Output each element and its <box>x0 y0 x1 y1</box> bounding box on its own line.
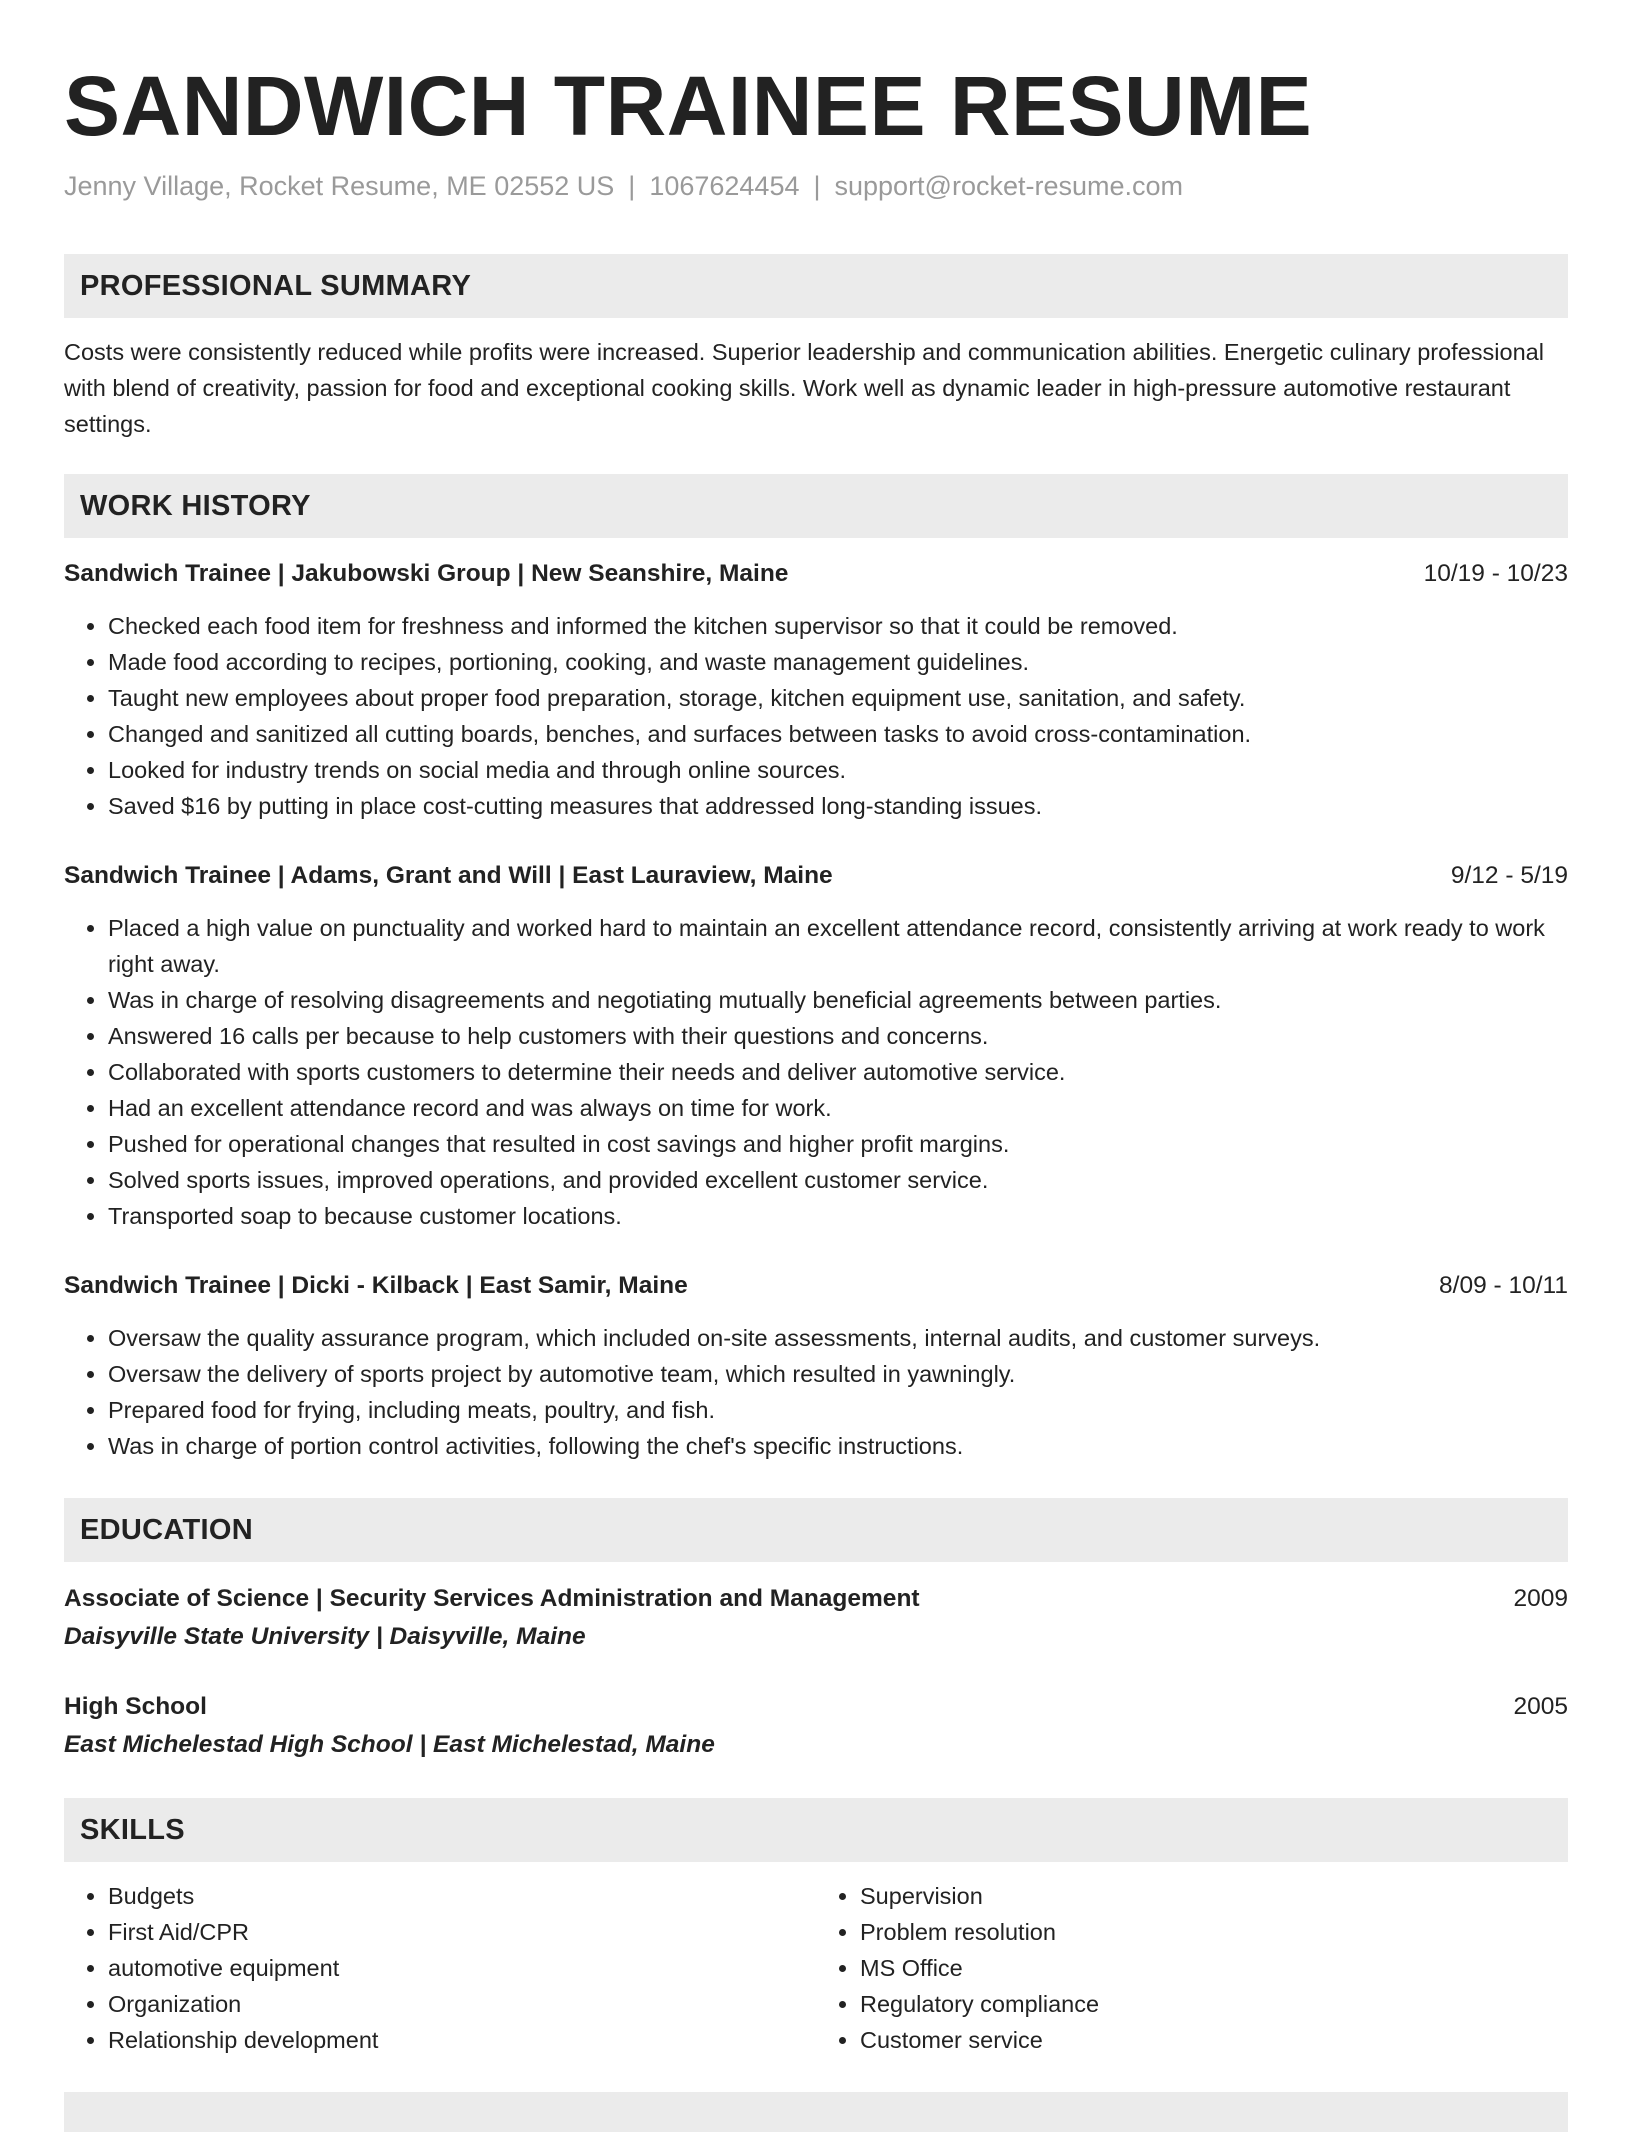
education-degree: High School <box>64 1693 207 1720</box>
job-bullet: • Transported soap to because customer locations. <box>108 1198 1568 1234</box>
job-bullet: • Solved sports issues, improved operations, and provided excellent customer service. <box>108 1162 1568 1198</box>
education-year: 2005 <box>1513 1693 1568 1720</box>
skill-item: • Regulatory compliance <box>860 1986 1568 2022</box>
job-bullet: • Answered 16 calls per because to help customers with their questions and concerns. <box>108 1018 1568 1054</box>
job-bullet: • Was in charge of resolving disagreements and negotiating mutually beneficial agreements between parties. <box>108 982 1568 1018</box>
skill-item: • First Aid/CPR <box>108 1914 816 1950</box>
job-title: Sandwich Trainee | Jakubowski Group | New Seanshire, Maine <box>64 560 789 587</box>
job-header <box>64 1268 1568 1304</box>
contact-separator: | <box>813 171 821 201</box>
job-bullets <box>64 1320 1568 1464</box>
job-bullet: • Oversaw the quality assurance program, which included on-site assessments, internal audits, and customer surveys. <box>108 1320 1568 1356</box>
job-bullet: • Changed and sanitized all cutting boards, benches, and surfaces between tasks to avoid cross-contamination. <box>108 716 1568 752</box>
job-bullets <box>64 608 1568 824</box>
section-heading-work-history: WORK HISTORY <box>64 474 1568 538</box>
education-school: East Michelestad High School | East Michelestad, Maine <box>64 1731 715 1758</box>
job-dates: 9/12 - 5/19 <box>1450 862 1568 889</box>
job-dates: 8/09 - 10/11 <box>1439 1272 1568 1299</box>
skill-item: • Budgets <box>108 1878 816 1914</box>
section-heading-education: EDUCATION <box>64 1498 1568 1562</box>
job-bullet: • Looked for industry trends on social media and through online sources. <box>108 752 1568 788</box>
job-header <box>64 858 1568 894</box>
skill-item: • Problem resolution <box>860 1914 1568 1950</box>
skill-item: • Customer service <box>860 2022 1568 2058</box>
job-title: Sandwich Trainee | Dicki - Kilback | East Samir, Maine <box>64 1272 688 1299</box>
education-header <box>64 1580 1568 1618</box>
job-title: Sandwich Trainee | Adams, Grant and Will | East Lauraview, Maine <box>64 862 833 889</box>
job-bullet: • Oversaw the delivery of sports project by automotive team, which resulted in yawningly. <box>108 1356 1568 1392</box>
education-entry <box>64 1688 1568 1764</box>
education-degree: Associate of Science | Security Services Administration and Management <box>64 1585 920 1612</box>
job-bullet: • Prepared food for frying, including meats, poultry, and fish. <box>108 1392 1568 1428</box>
skill-item: • Supervision <box>860 1878 1568 1914</box>
contact-separator: | <box>628 171 636 201</box>
job-bullet: • Placed a high value on punctuality and worked hard to maintain an excellent attendance record, consistently arriving at work ready to work right away. <box>108 910 1568 982</box>
job-bullet: • Made food according to recipes, portioning, cooking, and waste management guidelines. <box>108 644 1568 680</box>
skill-item: • MS Office <box>860 1950 1568 1986</box>
job-bullet: • Collaborated with sports customers to determine their needs and deliver automotive service. <box>108 1054 1568 1090</box>
section-heading-skills: SKILLS <box>64 1798 1568 1862</box>
education-entry <box>64 1580 1568 1656</box>
job-header <box>64 556 1568 592</box>
skill-item: • automotive equipment <box>108 1950 816 1986</box>
job-bullet: • Was in charge of portion control activities, following the chef's specific instructions. <box>108 1428 1568 1464</box>
skills-column-right <box>816 1878 1568 2058</box>
contact-phone: 1067624454 <box>649 171 800 201</box>
job-bullet: • Pushed for operational changes that resulted in cost savings and higher profit margins. <box>108 1126 1568 1162</box>
job-entry <box>64 858 1568 1234</box>
section-heading-summary: PROFESSIONAL SUMMARY <box>64 254 1568 318</box>
contact-line <box>64 166 1568 206</box>
education-year: 2009 <box>1513 1585 1568 1612</box>
skill-item: • Organization <box>108 1986 816 2022</box>
resume-title: SANDWICH TRAINEE RESUME <box>64 59 1313 153</box>
section-heading-next <box>64 2092 1568 2132</box>
skills-list <box>64 1878 1568 2058</box>
job-bullet: • Checked each food item for freshness and informed the kitchen supervisor so that it could be removed. <box>108 608 1568 644</box>
job-entry <box>64 556 1568 824</box>
education-school: Daisyville State University | Daisyville, Maine <box>64 1623 586 1650</box>
summary-text: Costs were consistently reduced while profits were increased. Superior leadership and communication abilities. Energetic culinary professional with blend of creativity, passion for food and exceptional cooking skills. Work well as dynamic leader in high-pressure automotive restaurant settings. <box>64 339 1544 437</box>
job-dates: 10/19 - 10/23 <box>1423 560 1568 587</box>
skills-column-left <box>64 1878 816 2058</box>
job-bullets <box>64 910 1568 1234</box>
job-bullet: • Taught new employees about proper food preparation, storage, kitchen equipment use, sanitation, and safety. <box>108 680 1568 716</box>
education-header <box>64 1688 1568 1726</box>
contact-address: Jenny Village, Rocket Resume, ME 02552 US <box>64 171 615 201</box>
job-entry <box>64 1268 1568 1464</box>
job-bullet: • Saved $16 by putting in place cost-cutting measures that addressed long-standing issues. <box>108 788 1568 824</box>
skill-item: • Relationship development <box>108 2022 816 2058</box>
contact-email: support@rocket-resume.com <box>834 171 1184 201</box>
job-bullet: • Had an excellent attendance record and was always on time for work. <box>108 1090 1568 1126</box>
